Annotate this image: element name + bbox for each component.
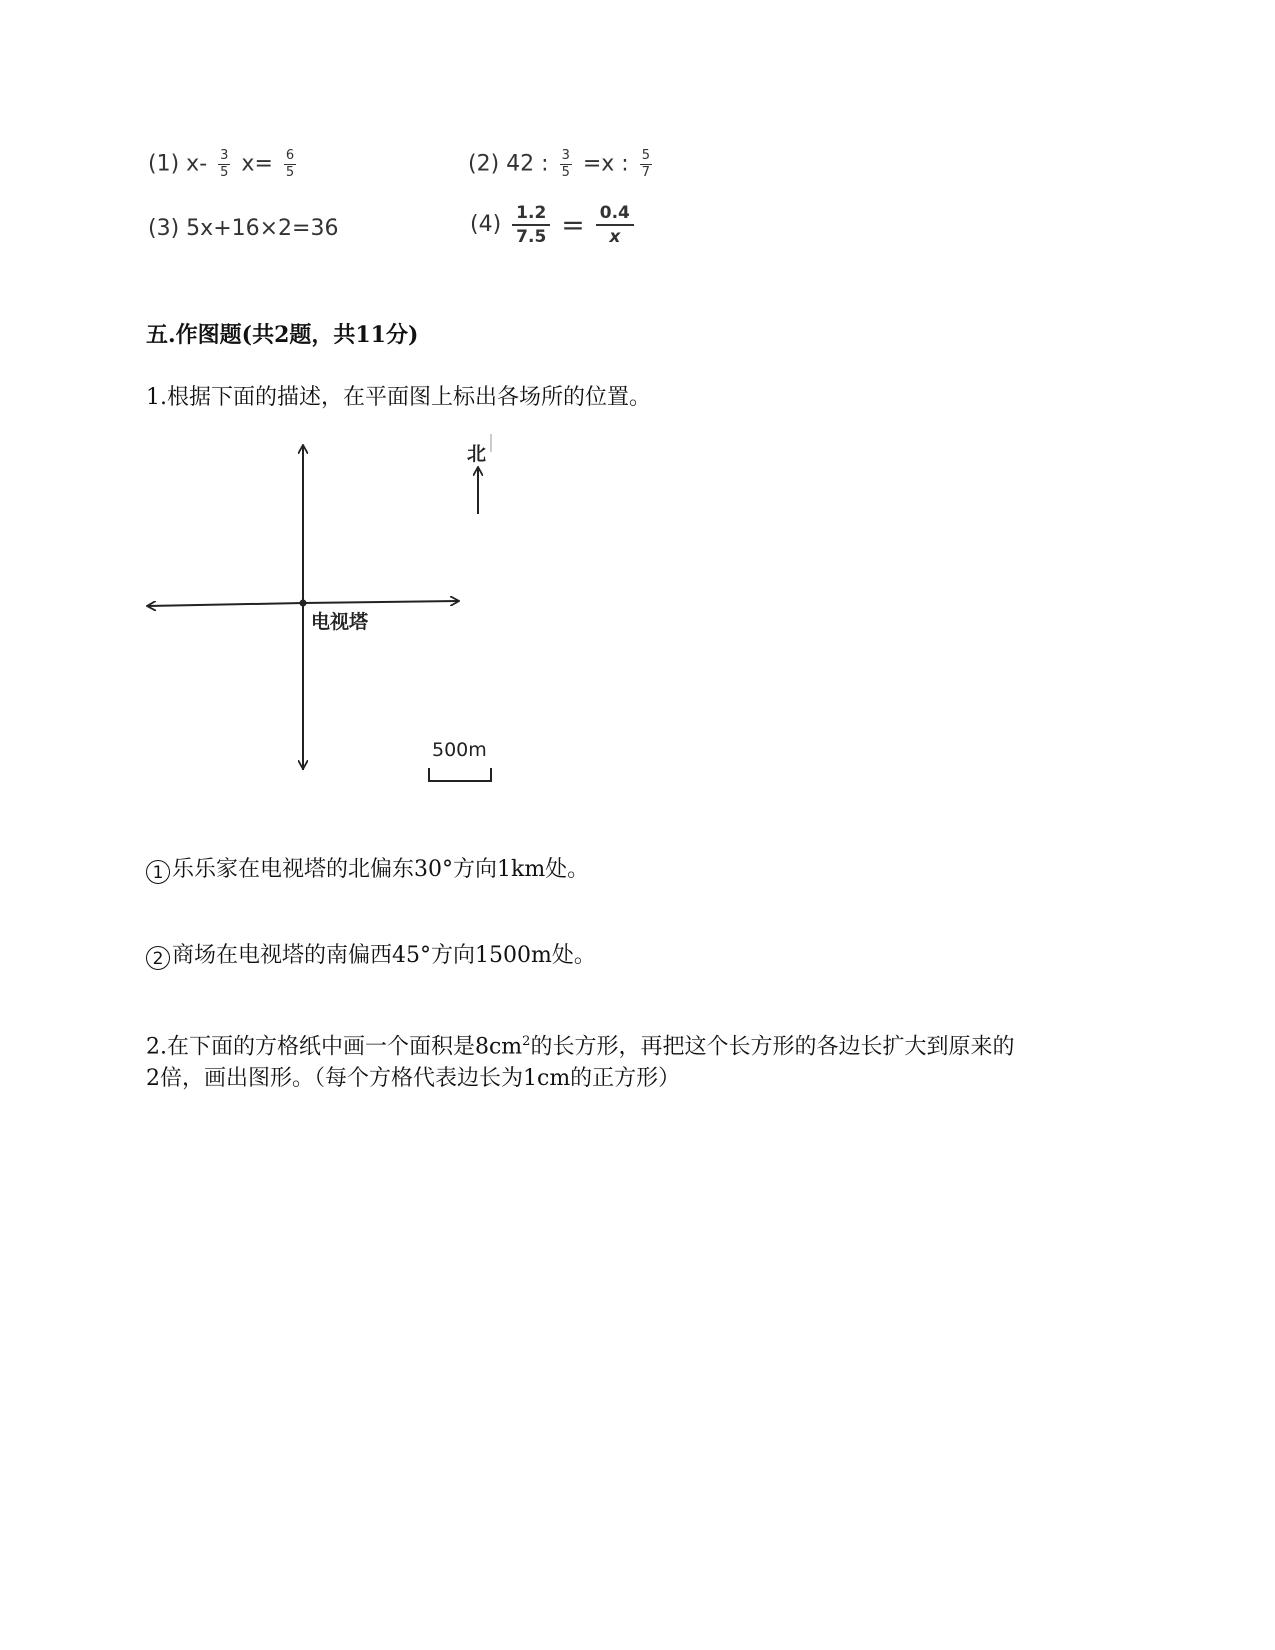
denominator: x (609, 227, 621, 247)
compass-diagram (140, 430, 520, 800)
west-axis (148, 603, 303, 606)
denominator: 7 (641, 165, 650, 180)
scale-bar (429, 768, 491, 781)
denominator: 5 (220, 165, 229, 180)
center-label: 电视塔 (311, 611, 369, 633)
denominator: 5 (285, 165, 295, 180)
problem-2-line-2: 2倍，画出图形。（每个方格代表边长为1cm的正方形） (146, 1066, 681, 1092)
section-title: 五.作图题(共2题，共11分) (146, 322, 419, 348)
denominator: 7.5 (516, 227, 547, 247)
north-label: 北 (467, 443, 487, 465)
equation-4 (470, 202, 638, 248)
equation-label: (4) (470, 212, 502, 237)
equation-text: x= (241, 151, 273, 177)
item-text: 商场在电视塔的南偏西45°方向1500m处。 (172, 943, 596, 968)
item-text: 乐乐家在电视塔的北偏东30°方向1km处。 (172, 857, 590, 882)
numerator: 1.2 (512, 202, 550, 226)
numerator: 3 (220, 148, 229, 163)
center-dot (300, 600, 307, 607)
numerator: 0.4 (596, 202, 634, 226)
fraction (284, 148, 296, 181)
circled-number: 1 (146, 860, 170, 884)
fraction (596, 202, 634, 248)
text-segment: 2.在下面的方格纸中画一个面积是8cm (146, 1034, 523, 1060)
equation-label: (1) (148, 151, 180, 177)
equation-3 (148, 216, 338, 241)
east-axis (303, 601, 458, 603)
fraction (560, 148, 572, 181)
equation-1 (148, 148, 300, 181)
equation-text: x- (186, 151, 208, 177)
equation-text: 42 : (506, 151, 549, 177)
fraction (640, 148, 652, 181)
circled-number: 2 (146, 946, 170, 970)
equation-label: (2) (468, 151, 500, 177)
superscript: 2 (522, 1034, 531, 1049)
denominator: 5 (561, 165, 570, 180)
equation-text: 5x+16×2=36 (186, 216, 339, 241)
numerator: 6 (285, 148, 295, 163)
numerator: 5 (641, 148, 650, 163)
equals-sign: = (561, 208, 585, 242)
problem-1-text: 1.根据下面的描述，在平面图上标出各场所的位置。 (146, 385, 651, 410)
numerator: 3 (561, 148, 570, 163)
equation-2 (468, 148, 656, 181)
fraction (218, 148, 230, 181)
problem-1-item-2 (146, 938, 596, 970)
equation-label: (3) (148, 216, 180, 241)
problem-1-item-1 (146, 852, 589, 884)
text-segment: 的长方形，再把这个长方形的各边长扩大到原来的 (530, 1034, 1015, 1060)
fraction (512, 202, 550, 248)
problem-2-line-1 (146, 1026, 1014, 1063)
problem-2-text (146, 1026, 1014, 1095)
scale-label: 500m (432, 739, 487, 761)
equation-text: =x : (582, 151, 629, 177)
